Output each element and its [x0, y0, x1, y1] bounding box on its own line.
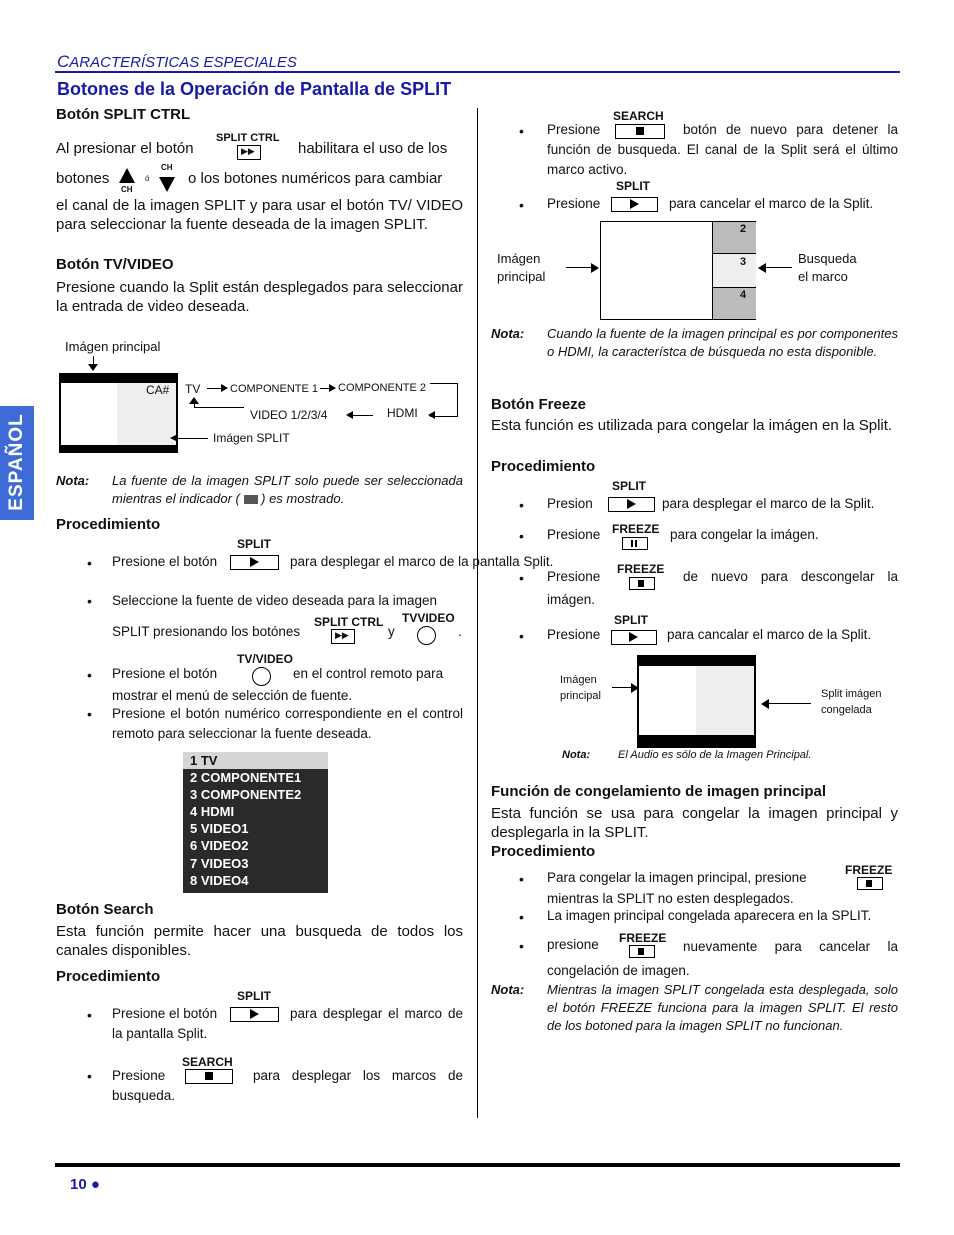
text: para desplegar el marco de la pantalla Split. — [112, 1006, 463, 1041]
split-label: SPLIT — [614, 613, 649, 627]
arrow-line — [769, 703, 811, 704]
freeze-screen-diagram — [637, 655, 756, 748]
screen-diagram — [59, 373, 178, 453]
ch-label: CH — [161, 163, 173, 172]
menu-item: 2 COMPONENTE1 — [190, 770, 302, 786]
page-number: 10 ● — [70, 1176, 100, 1193]
arrow-left-icon — [170, 434, 178, 442]
menu-item: 8 VIDEO4 — [190, 872, 249, 888]
bullet: • — [87, 1068, 92, 1084]
active-frame — [713, 253, 756, 288]
menu-item: 4 HDMI — [190, 804, 235, 820]
text: para cancalar el marco de la Split. — [667, 627, 872, 642]
bullet: • — [87, 555, 92, 571]
bullet: • — [519, 938, 524, 954]
freeze-label: FREEZE — [845, 863, 893, 877]
heading-main-freeze: Función de congelamiento de imagen principal — [491, 783, 827, 800]
text: Para congelar la imagen principal, presione — [547, 870, 807, 885]
ch-down-icon[interactable] — [159, 177, 175, 192]
indicator-icon — [244, 495, 258, 504]
note-text: Cuando la fuente de la imagen principal es por componentes o HDMI, la característca de búsqueda no esta disponible. — [547, 326, 898, 359]
note-label: Nota: — [562, 749, 591, 761]
heading-procedure: Procedimiento — [56, 516, 161, 533]
heading-procedure: Procedimiento — [491, 843, 596, 860]
bullet: • — [519, 528, 524, 544]
diagram-label: Imágen principal — [497, 251, 546, 284]
note-label: Nota: — [491, 982, 525, 997]
heading-search: Botón Search — [56, 901, 154, 918]
text: de nuevo para descongelar la — [683, 569, 898, 584]
text: mostrar el menú de selección de fuente. — [112, 688, 353, 703]
text: Presione — [547, 122, 601, 137]
text: Al presionar el botón — [56, 140, 194, 157]
text: y — [388, 624, 395, 639]
heading-split-ctrl: Botón SPLIT CTRL — [56, 106, 191, 123]
split-ctrl-button[interactable]: ▶▶ — [331, 629, 355, 644]
text: para cancelar el marco de la Split. — [669, 196, 874, 211]
text: Presion — [547, 496, 593, 511]
diagram-label: TV — [185, 382, 201, 396]
language-tab — [0, 406, 34, 520]
text: Seleccione la fuente de video deseada para la imagen — [112, 593, 437, 608]
menu-item: 1 TV — [183, 752, 328, 769]
diagram-label: VIDEO 1/2/3/4 — [250, 408, 328, 422]
column-divider — [477, 108, 478, 1118]
arrow-right-icon — [221, 384, 228, 392]
note-text: La fuente de la imagen SPLIT solo puede ser seleccionada mientras el indicador ( ) es mostrado. — [112, 473, 463, 506]
text: o los botones numéricos para cambiar — [188, 170, 443, 187]
split-button[interactable] — [230, 555, 279, 570]
split-ctrl-button[interactable]: ▶▶ — [237, 145, 261, 160]
ch-up-icon[interactable] — [119, 168, 135, 183]
split-label: SPLIT — [616, 179, 651, 193]
freeze-button[interactable] — [857, 877, 883, 890]
channel-indicator: CA# — [146, 383, 170, 397]
text: en el control remoto para — [293, 666, 444, 681]
text: presione — [547, 937, 599, 952]
tvvideo-label: TVVIDEO — [402, 611, 455, 625]
bullet: • — [519, 628, 524, 644]
menu-item: 3 COMPONENTE2 — [190, 787, 302, 803]
freeze-label: FREEZE — [612, 522, 660, 536]
bullet: • — [519, 909, 524, 925]
search-frames — [712, 222, 756, 319]
main-frame — [61, 383, 117, 445]
bullet: • — [519, 871, 524, 887]
split-label: SPLIT — [237, 537, 272, 551]
arrow-line — [178, 438, 208, 439]
split-button[interactable] — [611, 630, 657, 645]
heading-procedure: Procedimiento — [491, 458, 596, 475]
diagram-label: Busqueda el marco — [798, 251, 857, 284]
text: mientras la SPLIT no esten desplegados. — [547, 891, 794, 906]
diagram-label: COMPONENTE 1 — [230, 383, 319, 395]
arrow-left-icon — [346, 411, 353, 419]
source-menu — [183, 752, 328, 893]
diagram-label: Imágen principal — [560, 674, 601, 702]
diagram-label: HDMI — [387, 406, 418, 420]
note-label: Nota: — [56, 473, 90, 488]
tv-video-button[interactable] — [252, 667, 271, 686]
arrow-line — [766, 267, 792, 268]
arrow-right-icon — [329, 384, 336, 392]
note-text: El Audio es sólo de la Imagen Principal. — [618, 749, 812, 761]
text: botón de nuevo para detener la función de busqueda. El canal de la Split será el último marco activo. — [547, 122, 898, 177]
bullet: • — [87, 1007, 92, 1023]
arrow-right-icon — [631, 683, 639, 693]
bullet: • — [519, 497, 524, 513]
section-header: CARACTERÍSTICAS ESPECIALES — [57, 52, 297, 71]
freeze-label: FREEZE — [619, 931, 667, 945]
text: nuevamente para cancelar la congelación de imagen. — [547, 939, 898, 978]
text: Presione — [547, 196, 601, 211]
arrow-line — [194, 407, 244, 408]
split-label: SPLIT — [612, 479, 647, 493]
arrow-right-icon — [591, 263, 599, 273]
text: Presione cuando la Split están desplegados para seleccionar la entrada de video deseada. — [56, 279, 463, 315]
text: SPLIT presionando los botónes — [112, 624, 301, 639]
arrow-down-icon — [88, 364, 98, 371]
heading-tv-video: Botón TV/VIDEO — [56, 256, 174, 273]
bullet: • — [87, 593, 92, 609]
text: imágen. — [547, 592, 596, 607]
menu-item: 6 VIDEO2 — [190, 838, 249, 854]
frame-number: 4 — [740, 289, 747, 301]
heading-procedure: Procedimiento — [56, 968, 161, 985]
text: Presione — [547, 569, 601, 584]
text: Presione — [547, 527, 601, 542]
text: Presione — [547, 627, 601, 642]
text: La imagen principal congelada aparecera en la SPLIT. — [547, 908, 872, 923]
split-ctrl-label: SPLIT CTRL — [216, 132, 280, 144]
split-label: SPLIT — [237, 989, 272, 1003]
tv-video-button[interactable] — [417, 626, 436, 645]
search-label: SEARCH — [182, 1055, 233, 1069]
arrow-up-icon — [189, 397, 199, 404]
main-frame — [639, 666, 696, 735]
arrow-left-icon — [428, 411, 435, 419]
frozen-split-frame — [696, 666, 754, 735]
text: Presione el botón numérico correspondiente en el control remoto para seleccionar la fuente deseada. — [112, 706, 463, 741]
text: Presione el botón — [112, 554, 218, 569]
bullet: • — [87, 706, 92, 722]
frame-number: 2 — [740, 223, 747, 235]
text: Presione el botón — [112, 666, 218, 681]
diagram-label: Imágen SPLIT — [213, 431, 290, 445]
note-label: Nota: — [491, 326, 525, 341]
text: Esta función es utilizada para congelar la imágen en la Split. — [491, 417, 893, 434]
text: para desplegar los marcos de busqueda. — [112, 1068, 463, 1103]
text: Presione el botón — [112, 1006, 218, 1021]
arrow-left-icon — [758, 263, 766, 273]
text: para congelar la imágen. — [670, 527, 819, 542]
text: para desplegar el marco de la pantalla Split. — [290, 554, 554, 569]
arrow-line — [353, 415, 373, 416]
text: habilitara el uso de los — [298, 140, 448, 157]
text: . — [458, 624, 462, 639]
arrow-line — [207, 388, 221, 389]
arrow-left-icon — [761, 699, 769, 709]
menu-item: 7 VIDEO3 — [190, 855, 249, 871]
text: para desplegar el marco de la Split. — [662, 496, 875, 511]
bullet: • — [87, 667, 92, 683]
split-ctrl-label: SPLIT CTRL — [314, 615, 384, 629]
language-tab-label: ESPAÑOL — [6, 413, 27, 511]
bullet: • — [519, 570, 524, 586]
frame-number: 3 — [740, 256, 747, 268]
bullet: • — [519, 123, 524, 139]
split-button[interactable] — [611, 197, 658, 212]
tv-video-label: TV/VIDEO — [237, 652, 294, 666]
arrow-line — [566, 267, 592, 268]
search-screen-diagram — [600, 221, 756, 320]
bullet: • — [519, 197, 524, 213]
footer-rule — [55, 1163, 900, 1167]
arrow-line — [612, 687, 632, 688]
text: botones — [56, 170, 110, 187]
text: ó — [145, 174, 150, 183]
text: Esta función permite hacer una busqueda de todos los canales disponibles. — [56, 923, 463, 959]
ch-label: CH — [121, 185, 133, 194]
note-text: Mientras la imagen SPLIT congelada esta desplegada, solo el botón FREEZE funciona para la imagen SPLIT. El resto de los botoned para la imagen SPLIT no funcionan. — [547, 982, 898, 1033]
text: Presione — [112, 1068, 166, 1083]
freeze-label: FREEZE — [617, 562, 665, 576]
menu-item: 5 VIDEO1 — [190, 821, 249, 837]
freeze-button[interactable] — [622, 537, 648, 550]
split-button[interactable] — [608, 497, 655, 512]
freeze-button[interactable] — [629, 577, 655, 590]
diagram-label: Imágen principal — [65, 339, 161, 354]
diagram-label: Split imágen congelada — [821, 688, 882, 716]
diagram-label: COMPONENTE 2 — [338, 382, 427, 394]
text: el canal de la imagen SPLIT y para usar el botón TV/ VIDEO para seleccionar la fuente deseada de la imagen SPLIT. — [56, 197, 463, 233]
heading-freeze: Botón Freeze — [491, 396, 587, 413]
text: Esta función se usa para congelar la imagen principal y desplegarla in la SPLIT. — [491, 805, 898, 841]
header-rule — [55, 71, 900, 73]
page-title: Botones de la Operación de Pantalla de SPLIT — [57, 79, 452, 99]
search-label: SEARCH — [613, 109, 664, 123]
